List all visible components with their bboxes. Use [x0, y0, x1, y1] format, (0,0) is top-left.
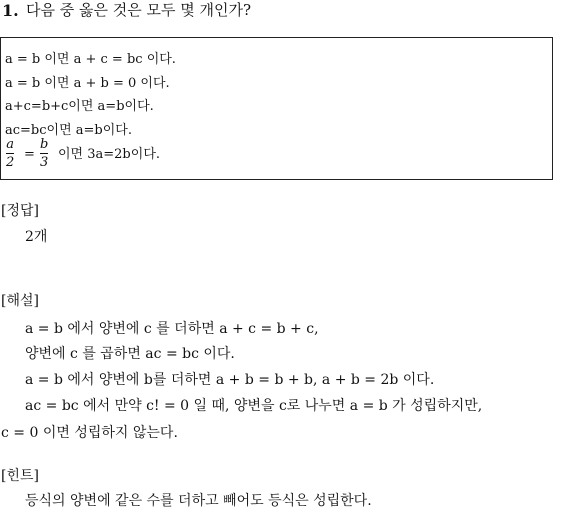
fraction-b-over-3: [40, 137, 48, 170]
explanation-line-2: 양변에 c 를 곱하면 ac = bc 이다.: [25, 346, 235, 362]
explanation-heading: [해설]: [1, 293, 39, 309]
hint-heading: [힌트]: [1, 468, 39, 484]
option-4: ac=bc이면 a=b이다.: [5, 123, 132, 138]
question-number: 1.: [2, 1, 19, 20]
fraction-rhs-numerator: b: [40, 137, 49, 152]
explanation-line-3: a = b 에서 양변에 b를 더하면 a + b = b + b, a + b = 2b 이다.: [25, 372, 435, 388]
option-2: a = b 이면 a + b = 0 이다.: [5, 76, 170, 91]
option-5-suffix: 이면 3a=2b이다.: [58, 147, 161, 162]
fraction-lhs-denominator: 2: [6, 155, 15, 170]
fraction-bar: [40, 153, 48, 154]
answer-value: 2개: [25, 229, 48, 245]
fraction-a-over-2: [6, 137, 14, 170]
question-text: 다음 중 옳은 것은 모두 몇 개인가?: [26, 1, 252, 19]
option-1: a = b 이면 a + c = bc 이다.: [5, 52, 176, 67]
fraction-lhs-numerator: a: [6, 137, 15, 152]
fraction-rhs-denominator: 3: [40, 155, 49, 170]
fraction-equals: =: [24, 147, 35, 162]
option-3: a+c=b+c이면 a=b이다.: [5, 99, 154, 114]
explanation-line-1: a = b 에서 양변에 c 를 더하면 a + c = b + c,: [25, 321, 319, 337]
explanation-line-5: c = 0 이면 성립하지 않는다.: [1, 425, 178, 441]
fraction-bar: [6, 153, 14, 154]
explanation-line-4: ac = bc 에서 만약 c! = 0 일 때, 양변을 c로 나누면 a = b 가 성립하지만,: [25, 398, 483, 414]
answer-heading: [정답]: [1, 203, 39, 219]
hint-text: 등식의 양변에 같은 수를 더하고 빼어도 등식은 성립한다.: [25, 493, 372, 509]
